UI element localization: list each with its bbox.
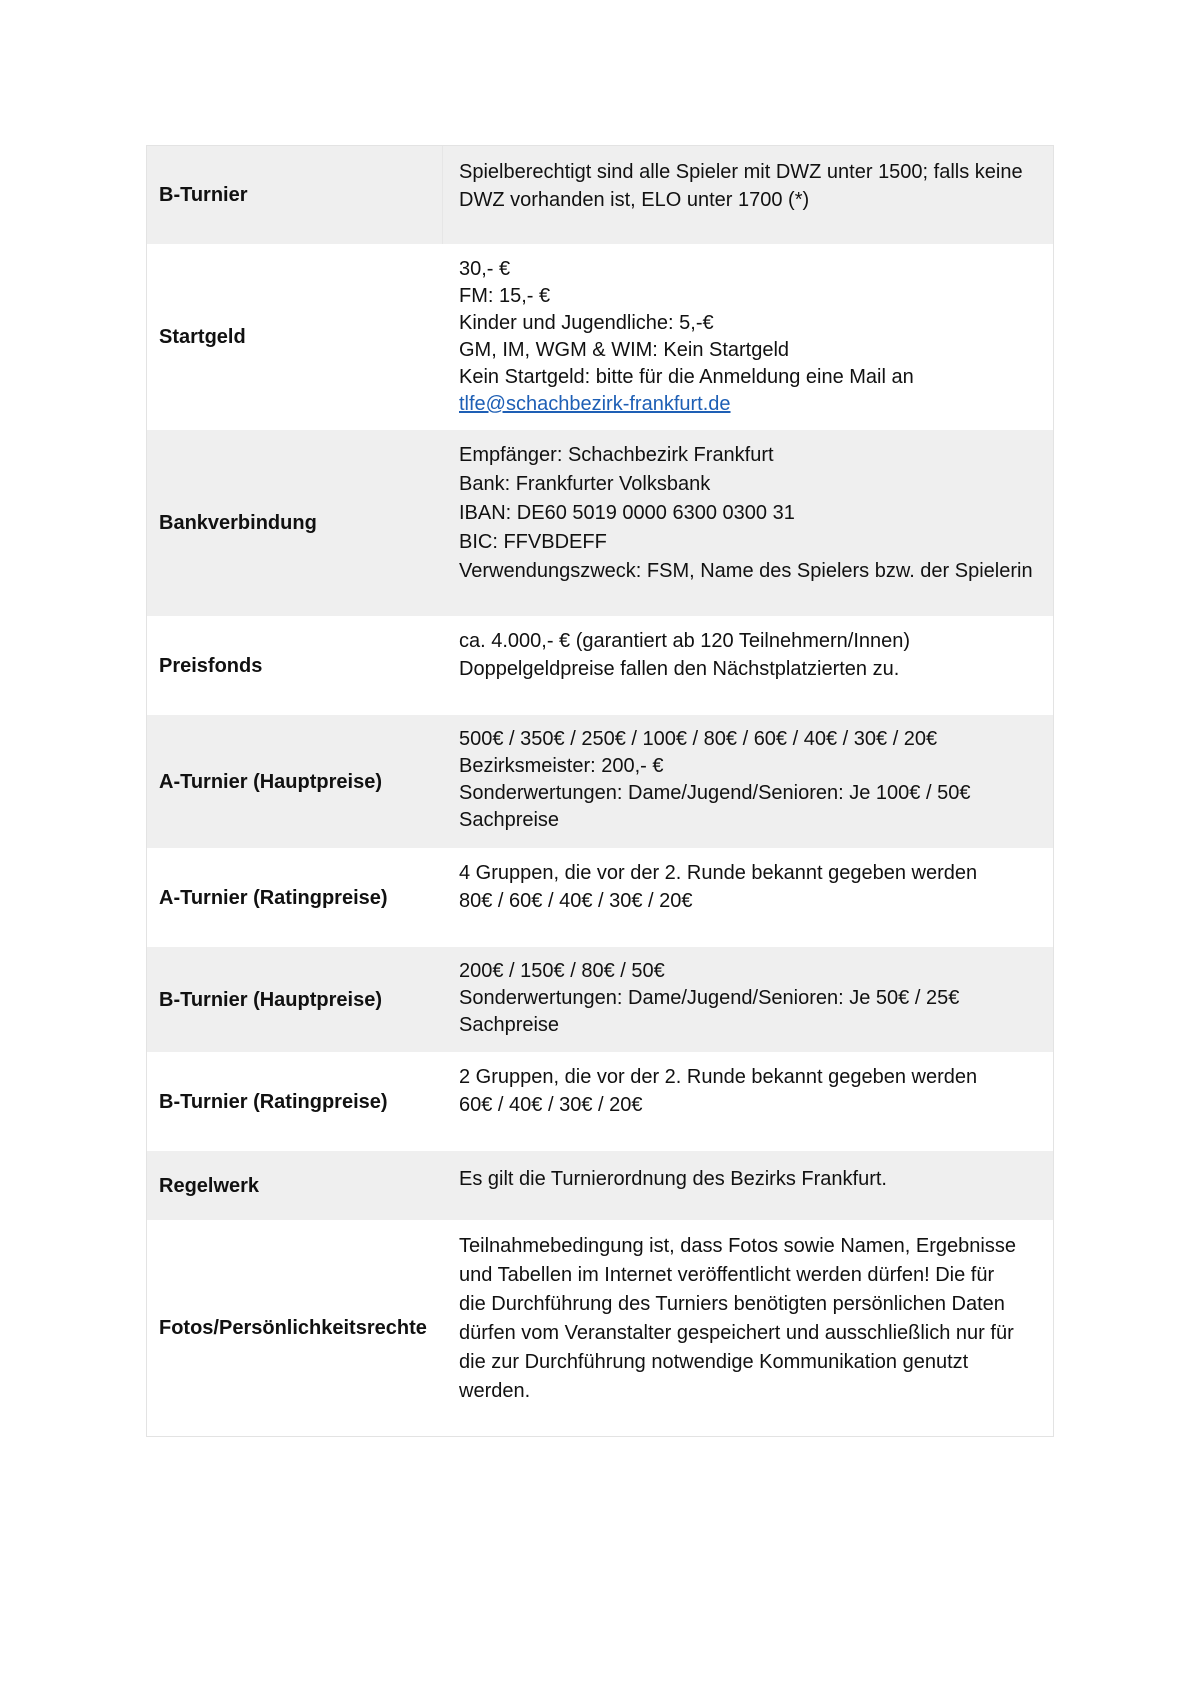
value-line: die Durchführung des Turniers benötigten persönlichen Daten	[459, 1293, 1005, 1315]
row-value	[443, 715, 1053, 848]
value-line: Kein Startgeld: bitte für die Anmeldung eine Mail an	[459, 366, 914, 388]
value-line: werden.	[459, 1380, 531, 1402]
row-label: A-Turnier (Hauptpreise)	[159, 770, 382, 793]
value-line: 60€ / 40€ / 30€ / 20€	[459, 1093, 643, 1116]
row-value	[443, 947, 1053, 1052]
value-line: BIC: FFVBDEFF	[459, 531, 607, 553]
row-value	[443, 430, 1053, 616]
value-line: 2 Gruppen, die vor der 2. Runde bekannt gegeben werden	[459, 1066, 978, 1088]
value-line: Bezirksmeister: 200,- €	[459, 755, 664, 777]
table-row-b-turnier-hauptpreise	[147, 947, 1053, 1052]
row-value	[443, 1151, 1053, 1220]
value-line: Empfänger: Schachbezirk Frankfurt	[459, 444, 774, 466]
table-row-bankverbindung	[147, 430, 1053, 616]
value-line: Sachpreise	[459, 809, 560, 831]
value-line: GM, IM, WGM & WIM: Kein Startgeld	[459, 339, 790, 361]
value-line: Sachpreise	[459, 1014, 560, 1036]
table-row-b-turnier	[147, 146, 1053, 244]
row-label: Bankverbindung	[159, 512, 317, 534]
value-line: ca. 4.000,- € (garantiert ab 120 Teilnehmern/Innen)	[459, 630, 911, 652]
value-line: Sonderwertungen: Dame/Jugend/Senioren: Je 50€ / 25€	[459, 987, 960, 1009]
row-label: Regelwerk	[159, 1174, 260, 1197]
value-line: dürfen vom Veranstalter gespeichert und ausschließlich nur für	[459, 1322, 1014, 1344]
row-value	[443, 848, 1053, 947]
value-line: DWZ vorhanden ist, ELO unter 1700 (*)	[459, 188, 810, 211]
row-value	[443, 1220, 1053, 1436]
table-row-fotos-persoenlichkeitsrechte	[147, 1220, 1053, 1436]
value-line: 4 Gruppen, die vor der 2. Runde bekannt gegeben werden	[459, 862, 978, 884]
tournament-info-table	[146, 145, 1054, 1437]
row-value	[443, 1052, 1053, 1151]
row-label: A-Turnier (Ratingpreise)	[159, 886, 388, 909]
row-label: B-Turnier (Hauptpreise)	[159, 988, 382, 1011]
value-line: 500€ / 350€ / 250€ / 100€ / 80€ / 60€ / 40€ / 30€ / 20€	[459, 728, 938, 750]
value-line: IBAN: DE60 5019 0000 6300 0300 31	[459, 502, 795, 524]
row-label: B-Turnier (Ratingpreise)	[159, 1090, 388, 1113]
table-row-preisfonds	[147, 616, 1053, 715]
value-line: Verwendungszweck: FSM, Name des Spielers bzw. der Spielerin	[459, 560, 1033, 582]
table-row-startgeld	[147, 244, 1053, 430]
row-label: Preisfonds	[159, 654, 263, 677]
value-line: und Tabellen im Internet veröffentlicht werden dürfen! Die für	[459, 1264, 995, 1286]
email-link[interactable]: tlfe@schachbezirk-frankfurt.de	[459, 393, 731, 415]
value-line: Bank: Frankfurter Volksbank	[459, 473, 711, 495]
table-row-b-turnier-ratingpreise	[147, 1052, 1053, 1151]
value-line: Sonderwertungen: Dame/Jugend/Senioren: Je 100€ / 50€	[459, 782, 971, 804]
value-line: 80€ / 60€ / 40€ / 30€ / 20€	[459, 889, 693, 912]
value-line: Doppelgeldpreise fallen den Nächstplatzierten zu.	[459, 657, 900, 680]
value-line: 200€ / 150€ / 80€ / 50€	[459, 960, 665, 982]
row-value	[443, 616, 1053, 715]
value-line: 30,- €	[459, 258, 511, 280]
value-line: Teilnahmebedingung ist, dass Fotos sowie Namen, Ergebnisse	[459, 1235, 1016, 1257]
row-value	[443, 146, 1053, 244]
value-line: Kinder und Jugendliche: 5,-€	[459, 312, 714, 334]
value-line: FM: 15,- €	[459, 285, 551, 307]
row-label: B-Turnier	[147, 146, 443, 244]
row-value	[443, 244, 1053, 430]
value-line: die zur Durchführung notwendige Kommunikation genutzt	[459, 1351, 969, 1373]
value-line: Es gilt die Turnierordnung des Bezirks Frankfurt.	[459, 1167, 887, 1190]
table-row-a-turnier-ratingpreise	[147, 848, 1053, 947]
row-label: Startgeld	[159, 326, 246, 348]
row-label: Fotos/Persönlichkeitsrechte	[159, 1317, 427, 1339]
table-row-regelwerk	[147, 1151, 1053, 1220]
table-row-a-turnier-hauptpreise	[147, 715, 1053, 848]
value-line: Spielberechtigt sind alle Spieler mit DWZ unter 1500; falls keine	[459, 161, 1023, 183]
